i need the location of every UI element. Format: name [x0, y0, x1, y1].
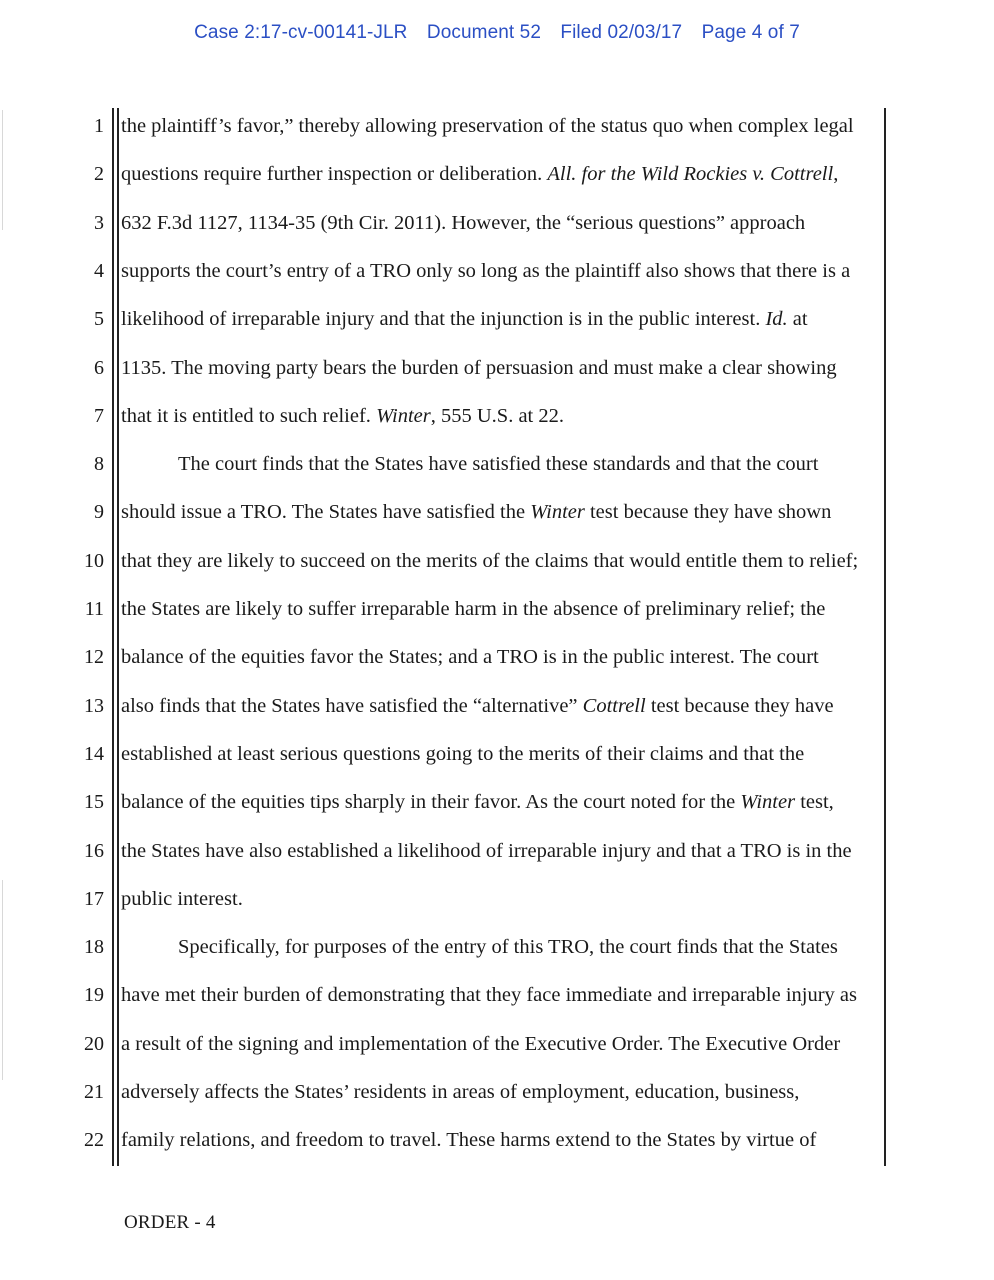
text-segment: test because they have shown — [584, 501, 832, 523]
text-line — [121, 1128, 816, 1152]
filed-date: Filed 02/03/17 — [560, 22, 683, 43]
text-segment: questions require further inspection or deliberation. — [121, 163, 548, 185]
text-line — [121, 549, 858, 573]
text-line — [121, 790, 834, 814]
line-number: 2 — [94, 163, 104, 185]
page-footer: ORDER - 4 — [124, 1212, 216, 1233]
text-line — [121, 694, 834, 718]
line-number: 18 — [84, 936, 104, 958]
text-segment: the States have also established a likelihood of irreparable injury and that a TRO is in the — [121, 840, 852, 862]
text-line — [121, 162, 838, 186]
text-segment: a result of the signing and implementation of the Executive Order. The Executive Order — [121, 1033, 841, 1055]
line-number: 5 — [94, 308, 104, 330]
left-margin-rule — [112, 108, 114, 1166]
text-segment: 632 F.3d 1127, 1134-35 (9th Cir. 2011). However, the “serious questions” approach — [121, 212, 806, 234]
text-line — [121, 839, 852, 863]
citation-italic: Winter — [376, 405, 431, 427]
text-segment: supports the court’s entry of a TRO only so long as the plaintiff also shows that there is a — [121, 260, 851, 282]
text-segment: adversely affects the States’ residents in areas of employment, education, business, — [121, 1081, 800, 1103]
line-number: 11 — [84, 598, 104, 620]
scan-edge-mark — [2, 880, 3, 1080]
text-line — [121, 500, 831, 524]
text-line — [121, 645, 819, 669]
text-line — [121, 983, 857, 1007]
line-number: 22 — [84, 1129, 104, 1151]
line-number: 3 — [94, 212, 104, 234]
case-number: Case 2:17-cv-00141-JLR — [194, 22, 408, 43]
text-line — [121, 597, 825, 621]
text-segment: balance of the equities favor the States; and a TRO is in the public interest. The court — [121, 646, 819, 668]
text-line — [121, 114, 854, 138]
line-number: 10 — [84, 550, 104, 572]
citation-italic: Winter — [740, 791, 796, 813]
text-segment: , 555 U.S. at 22. — [430, 405, 564, 427]
text-segment: likelihood of irreparable injury and that the injunction is in the public interest. — [121, 308, 766, 330]
text-segment: test, — [795, 791, 834, 813]
text-line — [121, 404, 564, 428]
text-line — [121, 1080, 799, 1104]
line-number: 12 — [84, 646, 104, 668]
citation-italic: All. for the Wild Rockies v. Cottrell — [547, 163, 834, 185]
line-number: 1 — [94, 115, 104, 137]
text-segment: at — [787, 308, 808, 330]
text-segment: have met their burden of demonstrating that they face immediate and irreparable injury as — [121, 984, 858, 1006]
line-number: 19 — [84, 984, 104, 1006]
left-margin-rule — [117, 108, 119, 1166]
text-segment: balance of the equities tips sharply in their favor. As the court noted for the — [121, 791, 741, 813]
text-line — [121, 452, 818, 476]
text-line — [121, 211, 805, 235]
text-segment: test because they have — [645, 695, 834, 717]
text-line — [121, 259, 850, 283]
text-segment: 1135. The moving party bears the burden of persuasion and must make a clear showing — [121, 357, 837, 379]
line-number: 20 — [84, 1033, 104, 1055]
line-number: 16 — [84, 840, 104, 862]
scan-edge-mark — [2, 110, 3, 230]
line-number: 15 — [84, 791, 104, 813]
line-number: 7 — [94, 405, 104, 427]
text-segment: that it is entitled to such relief. — [121, 405, 377, 427]
text-segment: Specifically, for purposes of the entry of this TRO, the court finds that the States — [178, 936, 838, 958]
text-segment: the plaintiff’s favor,” thereby allowing preservation of the status quo when complex legal — [121, 115, 854, 137]
citation-italic: Cottrell — [582, 695, 646, 717]
text-segment: , — [833, 163, 839, 185]
text-segment: that they are likely to succeed on the merits of the claims that would entitle them to relief; — [121, 550, 859, 572]
line-number: 17 — [84, 888, 104, 910]
text-segment: public interest. — [121, 888, 243, 910]
text-segment: established at least serious questions going to the merits of their claims and that the — [121, 743, 805, 765]
text-segment: The court finds that the States have satisfied these standards and that the court — [178, 453, 819, 475]
page-indicator: Page 4 of 7 — [701, 22, 800, 43]
text-line — [121, 935, 838, 959]
text-segment: also finds that the States have satisfied the “alternative” — [121, 695, 583, 717]
text-line — [121, 307, 808, 331]
text-segment: should issue a TRO. The States have satisfied the — [121, 501, 531, 523]
line-number: 21 — [84, 1081, 104, 1103]
line-number: 4 — [94, 260, 104, 282]
case-header — [0, 22, 994, 44]
line-number: 9 — [94, 501, 104, 523]
line-number: 8 — [94, 453, 104, 475]
text-segment: family relations, and freedom to travel. These harms extend to the States by virtue of — [121, 1129, 817, 1151]
line-number: 13 — [84, 695, 104, 717]
text-segment: the States are likely to suffer irreparable harm in the absence of preliminary relief; the — [121, 598, 826, 620]
text-line — [121, 1032, 840, 1056]
text-line — [121, 742, 804, 766]
text-line — [121, 356, 837, 380]
text-line — [121, 887, 243, 911]
right-margin-rule — [884, 108, 886, 1166]
document-number: Document 52 — [426, 22, 541, 43]
citation-italic: Id. — [765, 308, 788, 330]
citation-italic: Winter — [530, 501, 585, 523]
line-number: 14 — [84, 743, 104, 765]
line-number: 6 — [94, 357, 104, 379]
